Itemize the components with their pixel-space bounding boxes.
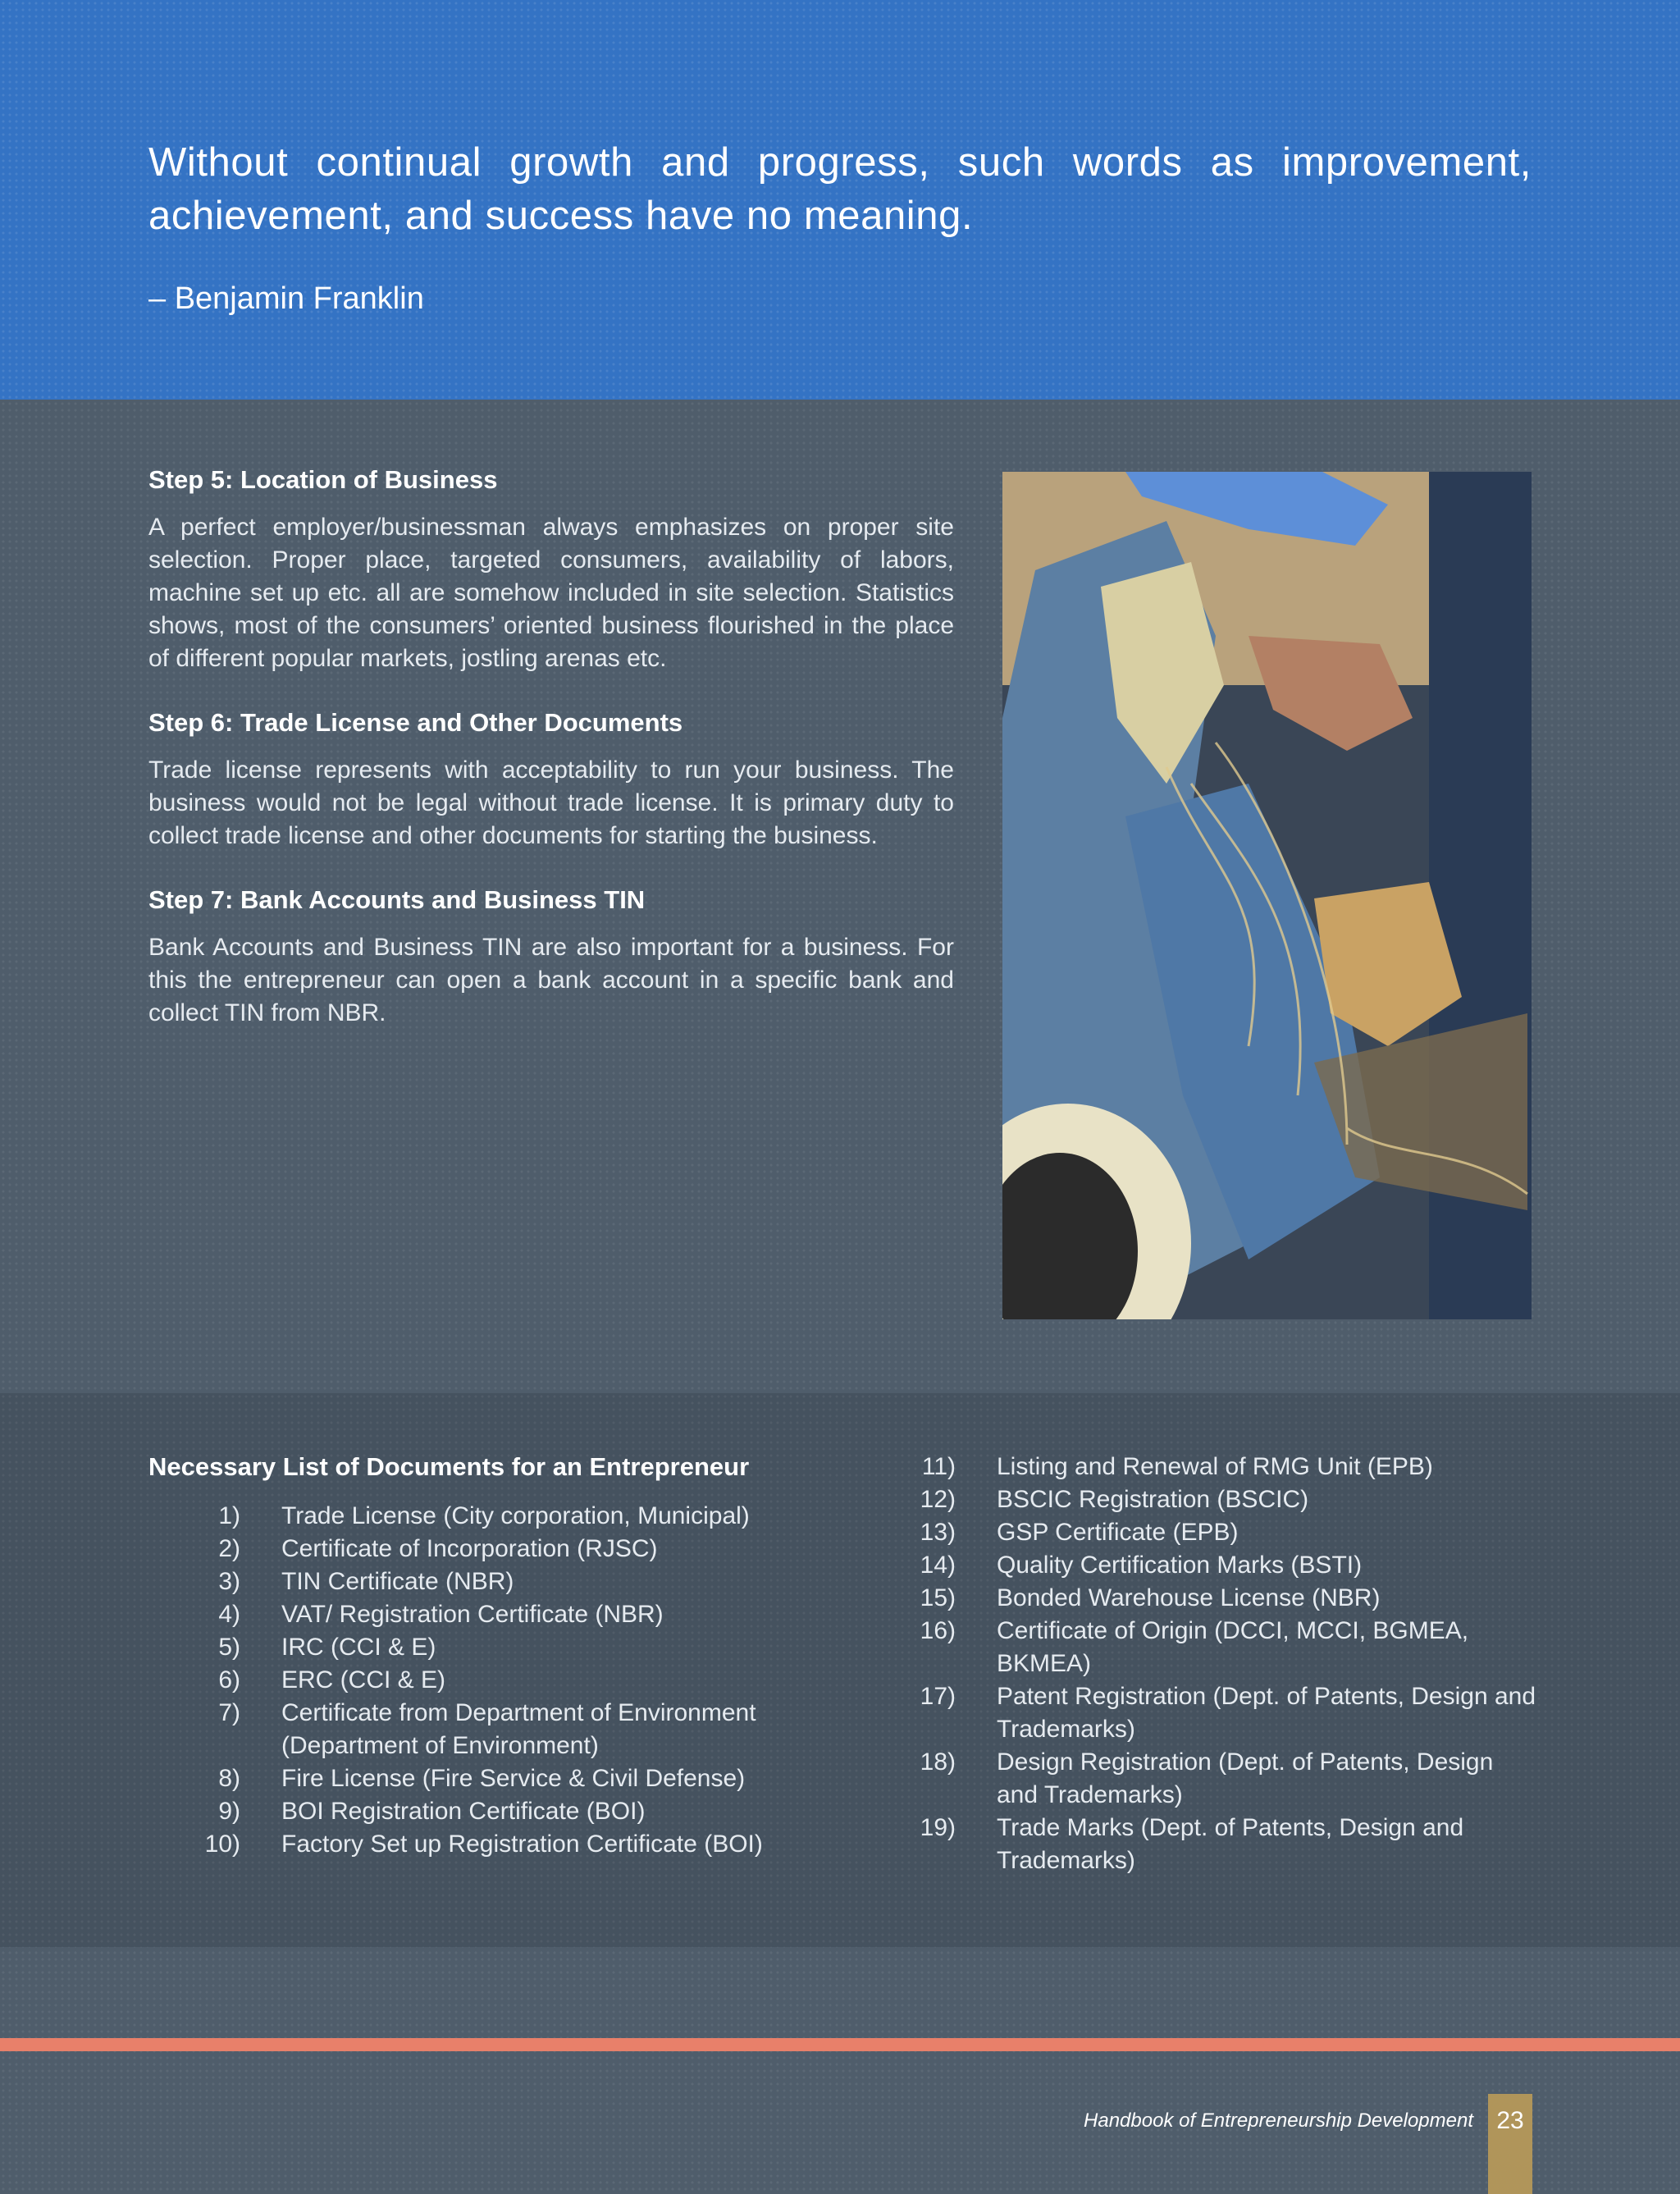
item-text: Listing and Renewal of RMG Unit (EPB): [997, 1453, 1433, 1480]
list-item: [148, 1762, 887, 1795]
item-text: Patent Registration (Dept. of Patents, Design and Trademarks): [997, 1683, 1536, 1743]
footer-book-title: Handbook of Entrepreneurship Development: [1084, 2109, 1473, 2132]
item-text: Certificate of Origin (DCCI, MCCI, BGMEA, BKMEA): [997, 1617, 1469, 1677]
steps-section: [148, 464, 954, 1061]
quote-author: – Benjamin Franklin: [148, 281, 424, 316]
item-text: Bonded Warehouse License (NBR): [997, 1584, 1381, 1611]
list-item: [148, 1697, 887, 1762]
step-5: [148, 464, 954, 675]
step-title: Step 5: Location of Business: [148, 465, 498, 494]
list-item: [148, 1664, 887, 1697]
list-item: [894, 1549, 1550, 1582]
list-item: [894, 1516, 1550, 1549]
list-item: [894, 1812, 1550, 1877]
item-number: 4): [218, 1601, 240, 1628]
item-number: 6): [218, 1666, 240, 1693]
documents-list-right: [894, 1451, 1550, 1877]
list-item: [894, 1483, 1550, 1516]
list-item: [894, 1680, 1550, 1746]
machine-photo-illustration: [1002, 472, 1532, 1319]
item-number: 17): [920, 1683, 956, 1710]
item-number: 16): [920, 1617, 956, 1644]
list-item: [148, 1566, 887, 1598]
list-item: [148, 1598, 887, 1631]
step-body: A perfect employer/businessman always emphasizes on proper site selection. Proper place, targeted consumers, availability of labors, machine set up etc. all are somehow included in site selection. Statistics shows, most of the consumers’ oriented business flourished in the place of different popular markets, jostling arenas etc.: [148, 514, 954, 672]
list-item: [894, 1451, 1550, 1483]
item-text: BSCIC Registration (BSCIC): [997, 1486, 1309, 1513]
list-item: [148, 1500, 887, 1533]
item-number: 14): [920, 1552, 956, 1579]
item-text: TIN Certificate (NBR): [281, 1568, 514, 1595]
item-number: 19): [920, 1814, 956, 1841]
step-7: [148, 884, 954, 1030]
item-text: ERC (CCI & E): [281, 1666, 446, 1693]
list-item: [148, 1795, 887, 1828]
step-title: Step 6: Trade License and Other Documents: [148, 708, 683, 737]
item-number: 2): [218, 1535, 240, 1562]
machine-photo: [1002, 472, 1532, 1319]
item-number: 12): [920, 1486, 956, 1513]
item-number: 11): [921, 1453, 956, 1480]
list-item: [894, 1615, 1550, 1680]
item-text: VAT/ Registration Certificate (NBR): [281, 1601, 664, 1628]
documents-heading: Necessary List of Documents for an Entrepreneur: [148, 1452, 750, 1481]
item-text: Trade License (City corporation, Municipal): [281, 1502, 750, 1529]
quote-text: Without continual growth and progress, such words as improvement, achievement, and success have no meaning.: [148, 140, 1532, 238]
step-body: Bank Accounts and Business TIN are also important for a business. For this the entrepreneur can open a bank account in a specific bank and collect TIN from NBR.: [148, 934, 954, 1026]
step-title: Step 7: Bank Accounts and Business TIN: [148, 885, 646, 914]
item-number: 3): [218, 1568, 240, 1595]
item-text: IRC (CCI & E): [281, 1634, 436, 1661]
item-text: Trade Marks (Dept. of Patents, Design and Trademarks): [997, 1814, 1464, 1874]
step-body: Trade license represents with acceptability to run your business. The business would not be legal without trade license. It is primary duty to collect trade license and other documents for starting the business.: [148, 756, 954, 849]
item-text: Design Registration (Dept. of Patents, Design and Trademarks): [997, 1748, 1494, 1808]
documents-list-left: [148, 1500, 887, 1861]
item-number: 5): [218, 1634, 240, 1661]
item-number: 13): [920, 1519, 956, 1546]
item-number: 7): [218, 1699, 240, 1726]
item-text: GSP Certificate (EPB): [997, 1519, 1239, 1546]
item-number: 8): [218, 1765, 240, 1792]
item-text: Factory Set up Registration Certificate (BOI): [281, 1831, 763, 1858]
item-text: Fire License (Fire Service & Civil Defense): [281, 1765, 746, 1792]
step-6: [148, 706, 954, 852]
list-item: [148, 1828, 887, 1861]
item-number: 15): [920, 1584, 956, 1611]
item-number: 1): [218, 1502, 240, 1529]
accent-divider: [0, 2038, 1680, 2051]
list-item: [148, 1533, 887, 1566]
item-text: BOI Registration Certificate (BOI): [281, 1798, 646, 1825]
page-number: 23: [1488, 2094, 1532, 2194]
item-number: 10): [204, 1831, 240, 1858]
item-number: 18): [920, 1748, 956, 1776]
item-text: Certificate of Incorporation (RJSC): [281, 1535, 658, 1562]
item-text: Certificate from Department of Environment (Department of Environment): [281, 1699, 756, 1759]
item-text: Quality Certification Marks (BSTI): [997, 1552, 1363, 1579]
item-number: 9): [218, 1798, 240, 1825]
list-item: [148, 1631, 887, 1664]
list-item: [894, 1582, 1550, 1615]
list-item: [894, 1746, 1550, 1812]
